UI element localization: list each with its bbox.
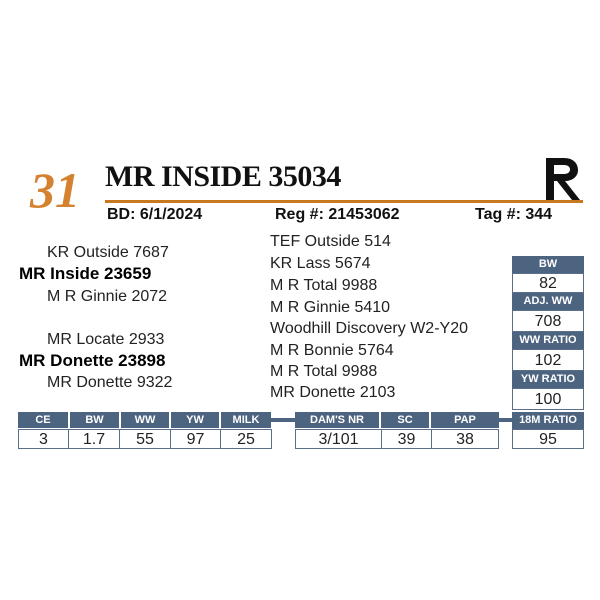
pedigree-line: KR Lass 5674	[270, 255, 371, 272]
side-label-ww-ratio: WW RATIO	[512, 332, 584, 349]
side-label-18m-ratio: 18M RATIO	[512, 412, 584, 429]
epd-value-sc: 39	[381, 429, 432, 449]
epd-value-yw: 97	[170, 429, 221, 449]
epd-header-sc: SC	[381, 412, 429, 428]
table-connector	[499, 418, 512, 422]
side-value-ww-ratio: 102	[512, 349, 584, 371]
epd-header-ww: WW	[121, 412, 169, 428]
pedigree-line: Woodhill Discovery W2-Y20	[270, 320, 468, 337]
pedigree-line: MR Donette 2103	[270, 384, 396, 401]
title-rule	[105, 200, 583, 203]
table-connector	[271, 418, 295, 422]
tag-number: Tag #: 344	[475, 206, 553, 223]
sire-sire: KR Outside 7687	[47, 244, 169, 261]
epd-header-bw: BW	[70, 412, 119, 428]
side-value-yw-ratio: 100	[512, 388, 584, 410]
dam: MR Donette 23898	[19, 351, 166, 370]
pedigree-line: M R Total 9988	[270, 277, 378, 294]
epd-header-pap: PAP	[431, 412, 499, 428]
dam-sire: MR Locate 2933	[47, 331, 165, 348]
epd-value-bw: 1.7	[68, 429, 120, 449]
epd-value-ce: 3	[18, 429, 69, 449]
lot-number: 31	[30, 162, 80, 218]
pedigree-line: TEF Outside 514	[270, 233, 391, 250]
epd-value-pap: 38	[431, 429, 499, 449]
sire-dam: M R Ginnie 2072	[47, 288, 168, 305]
animal-title: MR INSIDE 35034	[105, 160, 341, 193]
r-brand-logo-icon	[540, 154, 586, 202]
epd-header-yw: YW	[171, 412, 219, 428]
epd-value-dams-nr: 3/101	[295, 429, 382, 449]
epd-value-milk: 25	[220, 429, 272, 449]
epd-header-milk: MILK	[221, 412, 271, 428]
side-label-adj-ww: ADJ. WW	[512, 293, 584, 310]
birth-date: BD: 6/1/2024	[107, 206, 203, 223]
side-value-bw: 82	[512, 273, 584, 293]
side-label-bw: BW	[512, 256, 584, 273]
epd-header-ce: CE	[18, 412, 68, 428]
side-value-adj-ww: 708	[512, 310, 584, 332]
dam-dam: MR Donette 9322	[47, 374, 173, 391]
epd-value-ww: 55	[119, 429, 171, 449]
epd-header-dams-nr: DAM'S NR	[295, 412, 379, 428]
side-label-yw-ratio: YW RATIO	[512, 371, 584, 388]
pedigree-line: M R Ginnie 5410	[270, 299, 391, 316]
pedigree-line: M R Total 9988	[270, 363, 378, 380]
pedigree-line: M R Bonnie 5764	[270, 342, 394, 359]
sire: MR Inside 23659	[19, 264, 152, 283]
side-value-18m-ratio: 95	[512, 429, 584, 449]
registration-number: Reg #: 21453062	[275, 206, 400, 223]
